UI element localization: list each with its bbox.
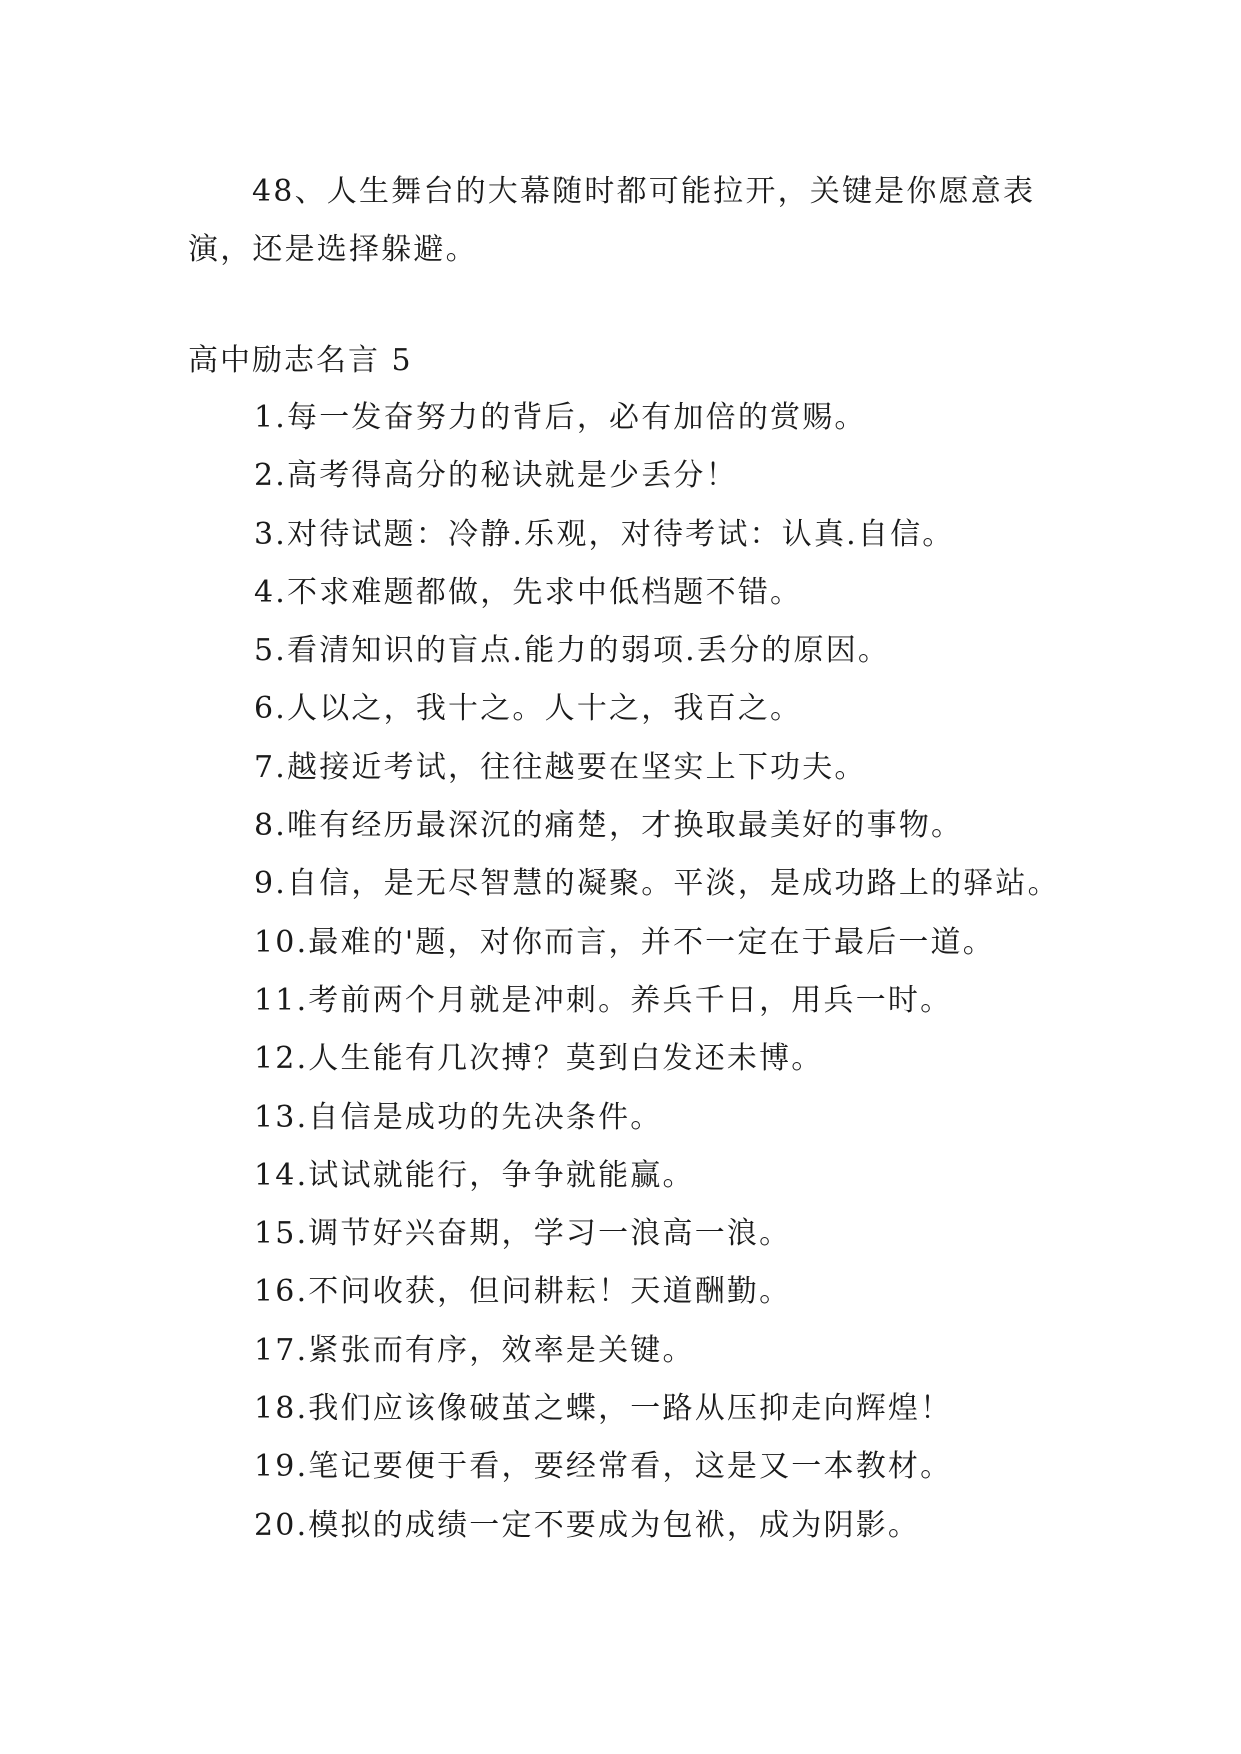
quote-item: 11.考前两个月就是冲刺。养兵千日，用兵一时。: [254, 982, 953, 1018]
quote-item: 5.看清知识的盲点.能力的弱项.丢分的原因。: [254, 633, 891, 669]
quote-item: 3.对待试题：冷静.乐观，对待考试：认真.自信。: [254, 516, 955, 552]
quote-item: 1.每一发奋努力的背后，必有加倍的赏赐。: [254, 400, 867, 435]
quote-item: 17.紧张而有序，效率是关键。: [254, 1332, 695, 1368]
quote-item: 16.不问收获，但问耕耘！天道酬勤。: [254, 1274, 792, 1310]
quote-item: 8.唯有经历最深沉的痛楚，才换取最美好的事物。: [254, 808, 964, 844]
quote-item: 2.高考得高分的秘诀就是少丢分！: [254, 458, 738, 494]
intro-paragraph-text: 48、人生舞台的大幕随时都可能拉开，关键是你愿意表演，还是选择躲避。: [188, 174, 1036, 267]
quote-item: 15.调节好兴奋期，学习一浪高一浪。: [254, 1216, 792, 1252]
quote-item: 7.越接近考试，往往越要在坚实上下功夫。: [254, 749, 867, 785]
quote-list: [254, 396, 1114, 1562]
quote-item: 14.试试就能行，争争就能赢。: [254, 1157, 695, 1193]
quote-item: 10.最难的'题，对你而言，并不一定在于最后一道。: [254, 924, 995, 960]
quote-item: 9.自信，是无尽智慧的凝聚。平淡，是成功路上的驿站。: [254, 866, 1060, 902]
quote-item: 20.模拟的成绩一定不要成为包袱，成为阴影。: [254, 1507, 921, 1543]
quote-item: 13.自信是成功的先决条件。: [254, 1099, 663, 1135]
section-title: 高中励志名言 5: [188, 343, 413, 378]
quote-item: 18.我们应该像破茧之蝶，一路从压抑走向辉煌！: [254, 1391, 953, 1427]
quote-item: 4.不求难题都做，先求中低档题不错。: [254, 574, 803, 610]
quote-item: 19.笔记要便于看，要经常看，这是又一本教材。: [254, 1449, 953, 1485]
intro-paragraph: [188, 163, 1058, 279]
quote-item: 6.人以之，我十之。人十之，我百之。: [254, 691, 803, 727]
quote-item: 12.人生能有几次搏？莫到白发还未博。: [254, 1041, 824, 1077]
